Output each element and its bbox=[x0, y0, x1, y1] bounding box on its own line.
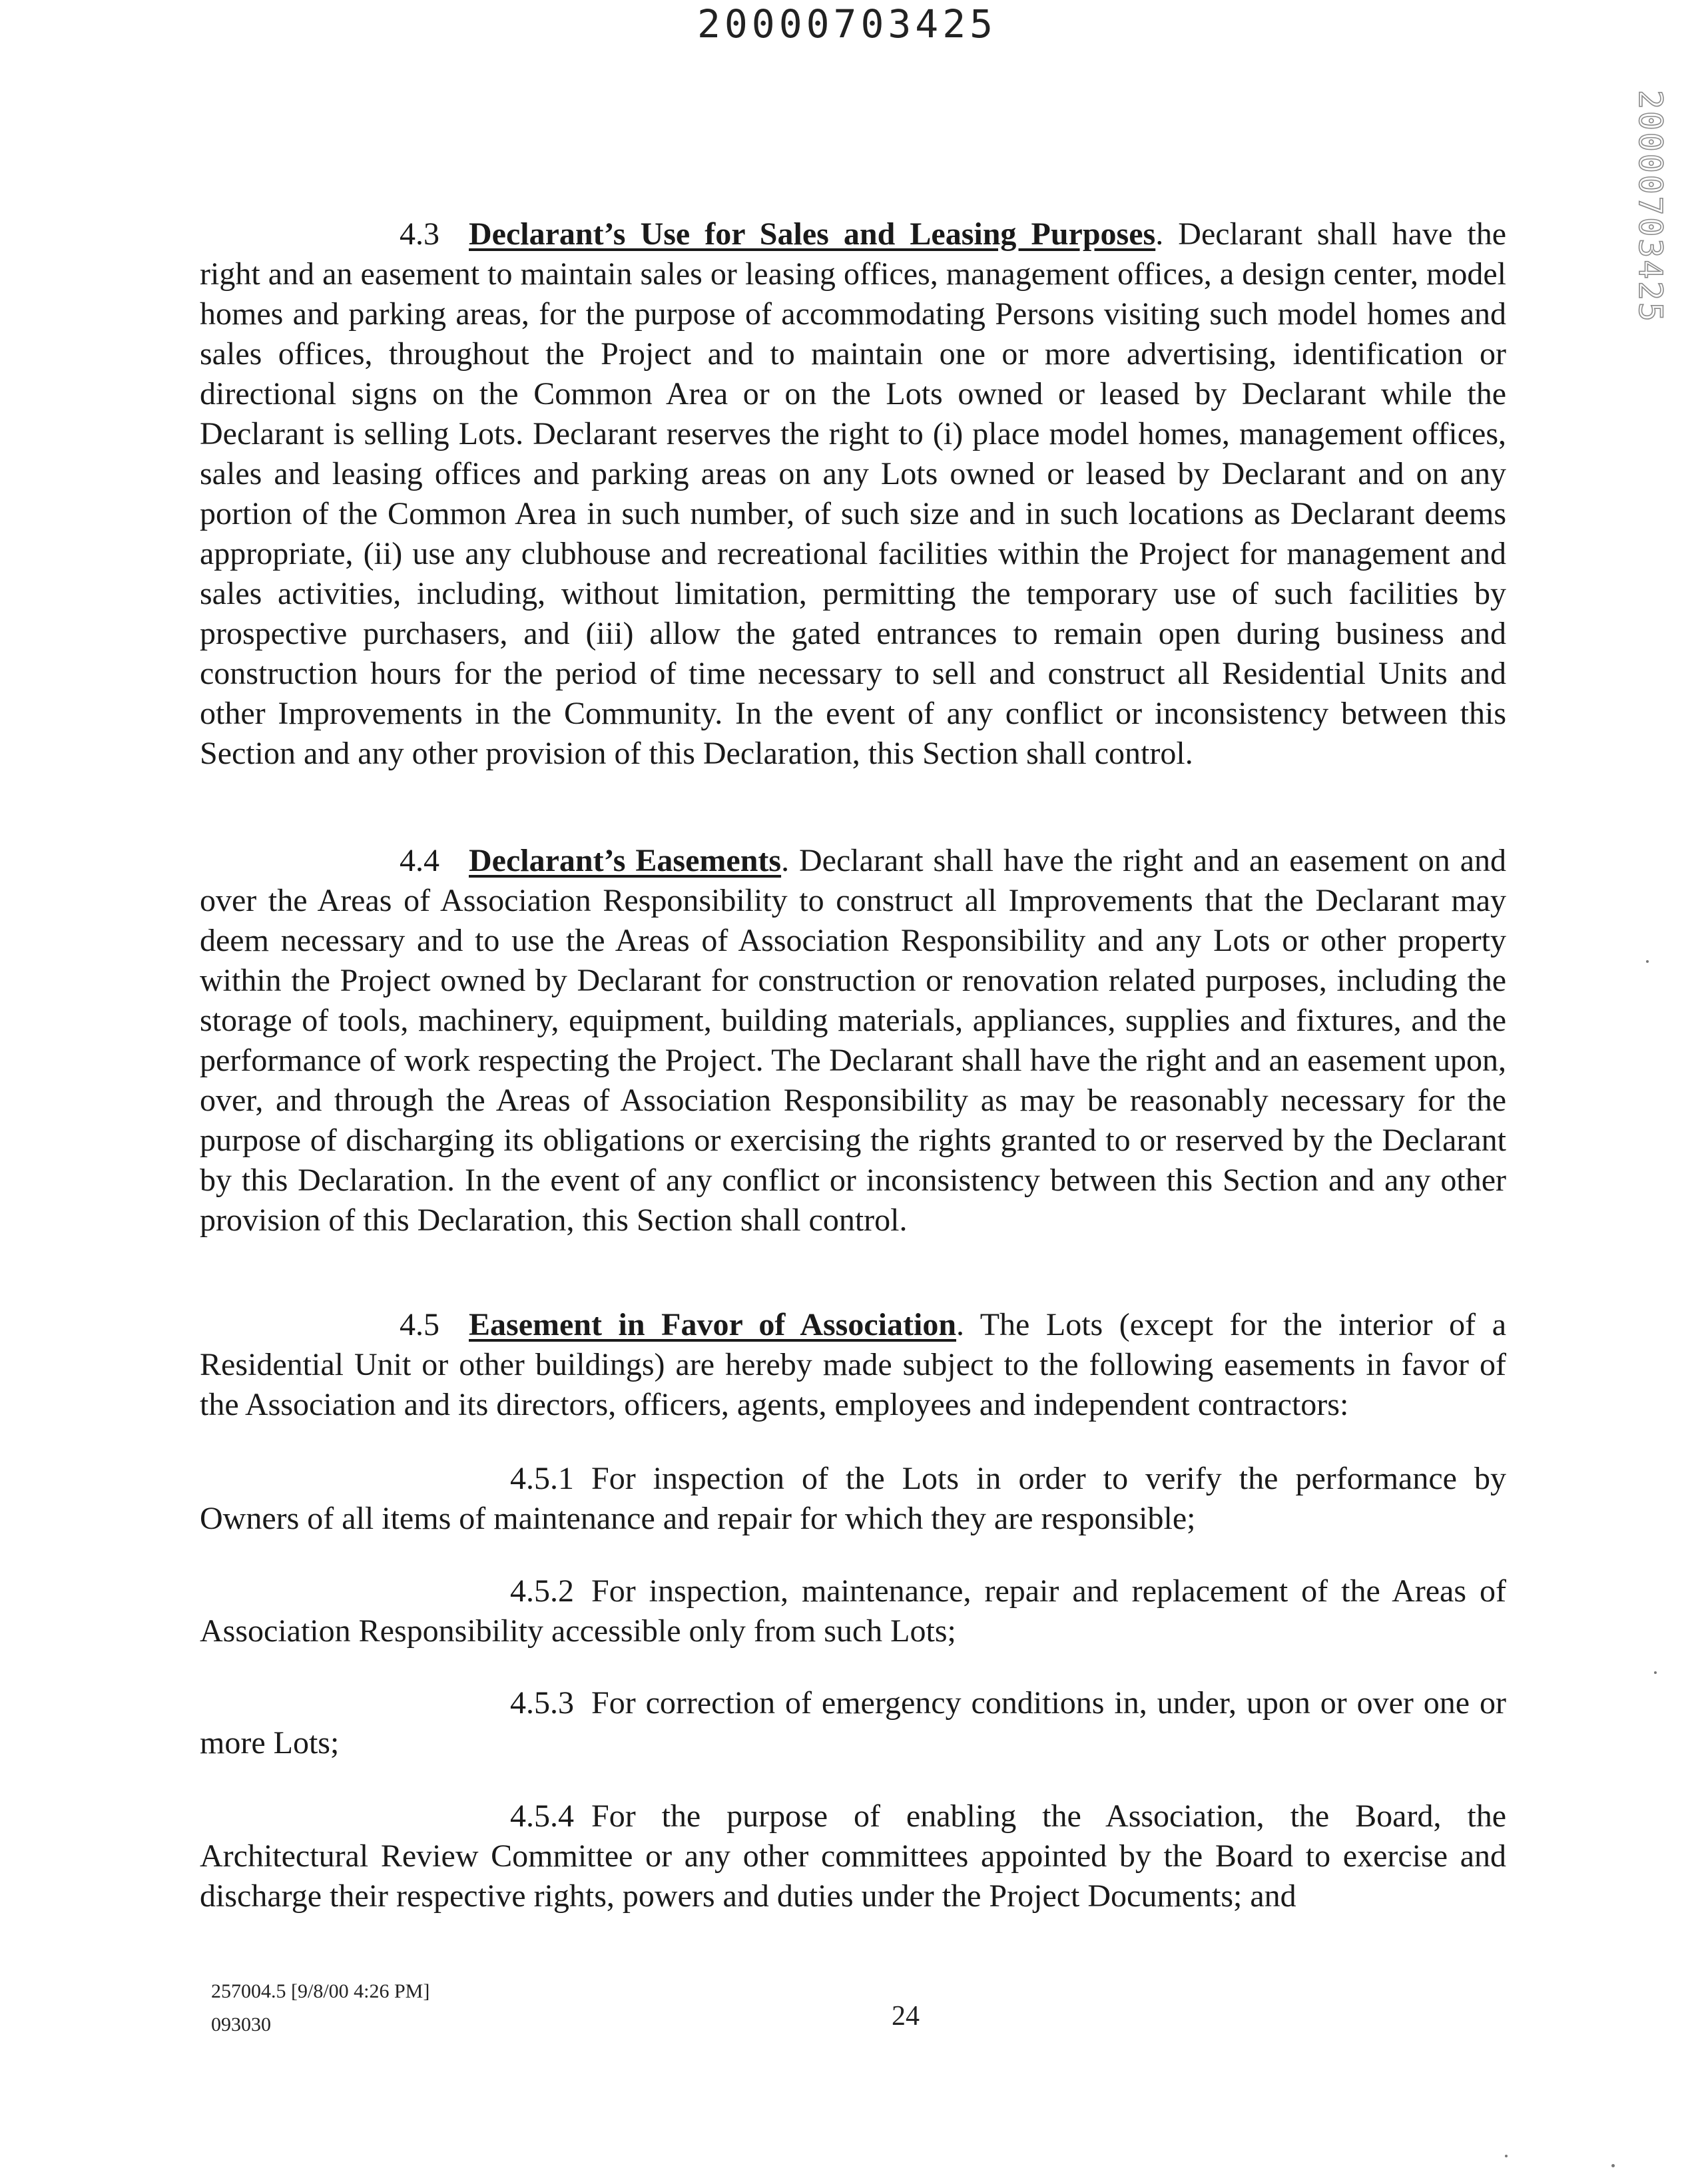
subsection-body: For the purpose of enabling the Association, the Board, the Architectural Review Committee or any other committees appointed by the Board to exercise and discharge their respective rights, powers and duties under the Project Documents; and bbox=[200, 1798, 1506, 1914]
section-body: . Declarant shall have the right and an easement to maintain sales or leasing offices, management offices, a design center, model homes and parking areas, for the purpose of accommodating Persons visiting such model homes and sales offices, throughout the Project and to maintain one or more advertising, identification or directional signs on the Common Area or on the Lots owned or leased by Declarant while the Declarant is selling Lots. Declarant reserves the right to (i) place model homes, management offices, sales and leasing offices and parking areas on any Lots owned or leased by Declarant and on any portion of the Common Area in such number, of such size and in such locations as Declarant deems appropriate, (ii) use any clubhouse and recreational facilities within the Project for management and sales activities, including, without limitation, permitting the temporary use of such facilities by prospective purchasers, and (iii) allow the gated entrances to remain open during business and construction hours for the period of time necessary to sell and construct all Residential Units and other Improvements in the Community. In the event of any conflict or inconsistency between this Section and any other provision of this Declaration, this Section shall control. bbox=[200, 216, 1506, 771]
footer-matter-number: 093030 bbox=[211, 2014, 271, 2036]
page-number: 24 bbox=[892, 2001, 920, 2032]
subsection-4-5-4 bbox=[200, 1796, 1506, 1916]
section-4-3 bbox=[200, 214, 1506, 774]
subsection-number: 4.5.1 bbox=[510, 1461, 574, 1496]
section-heading: Declarant’s Easements bbox=[469, 843, 782, 878]
subsection-number: 4.5.2 bbox=[510, 1573, 574, 1609]
subsection-number: 4.5.3 bbox=[510, 1685, 574, 1721]
subsection-4-5-3 bbox=[200, 1683, 1506, 1763]
section-body: . The Lots (except for the interior of a Residential Unit or other buildings) are hereby made subject to the following easements in favor of the Association and its directors, officers, agents, employees and independent contractors: bbox=[200, 1307, 1506, 1422]
scan-speck bbox=[1654, 1671, 1657, 1674]
scan-speck bbox=[1505, 2155, 1508, 2157]
section-number: 4.4 bbox=[400, 843, 439, 878]
section-4-4 bbox=[200, 841, 1506, 1240]
recording-number: 20000703425 bbox=[697, 1, 997, 47]
side-stamp bbox=[1629, 90, 1669, 324]
section-number: 4.3 bbox=[400, 216, 439, 252]
scan-speck bbox=[1611, 2164, 1615, 2167]
subsection-4-5-1 bbox=[200, 1459, 1506, 1539]
subsection-4-5-2 bbox=[200, 1571, 1506, 1651]
section-body: . Declarant shall have the right and an easement on and over the Areas of Association Responsibility to construct all Improvements that the Declarant may deem necessary and to use the Areas of Association Responsibility and any Lots or other property within the Project owned by Declarant for construction or renovation related purposes, including the storage of tools, machinery, equipment, building materials, appliances, supplies and fixtures, and the performance of work respecting the Project. The Declarant shall have the right and an easement upon, over, and through the Areas of Association Responsibility as may be reasonably necessary for the purpose of discharging its obligations or exercising the rights granted to or reserved by the Declarant by this Declaration. In the event of any conflict or inconsistency between this Section and any other provision of this Declaration, this Section shall control. bbox=[200, 843, 1506, 1238]
subsection-body: For inspection of the Lots in order to verify the performance by Owners of all items of maintenance and repair for which they are responsible; bbox=[200, 1461, 1506, 1536]
footer-doc-ref: 257004.5 [9/8/00 4:26 PM] bbox=[211, 1980, 430, 2002]
subsection-body: For correction of emergency conditions in, under, upon or over one or more Lots; bbox=[200, 1685, 1506, 1761]
section-4-5 bbox=[200, 1305, 1506, 1425]
section-heading: Declarant’s Use for Sales and Leasing Purposes bbox=[469, 216, 1156, 252]
side-stamp-text: 20000703425 bbox=[1631, 90, 1669, 324]
section-heading: Easement in Favor of Association bbox=[469, 1307, 957, 1342]
subsection-number: 4.5.4 bbox=[510, 1798, 574, 1834]
section-number: 4.5 bbox=[400, 1307, 439, 1342]
subsection-body: For inspection, maintenance, repair and replacement of the Areas of Association Responsibility accessible only from such Lots; bbox=[200, 1573, 1506, 1649]
scan-speck bbox=[1646, 960, 1649, 963]
